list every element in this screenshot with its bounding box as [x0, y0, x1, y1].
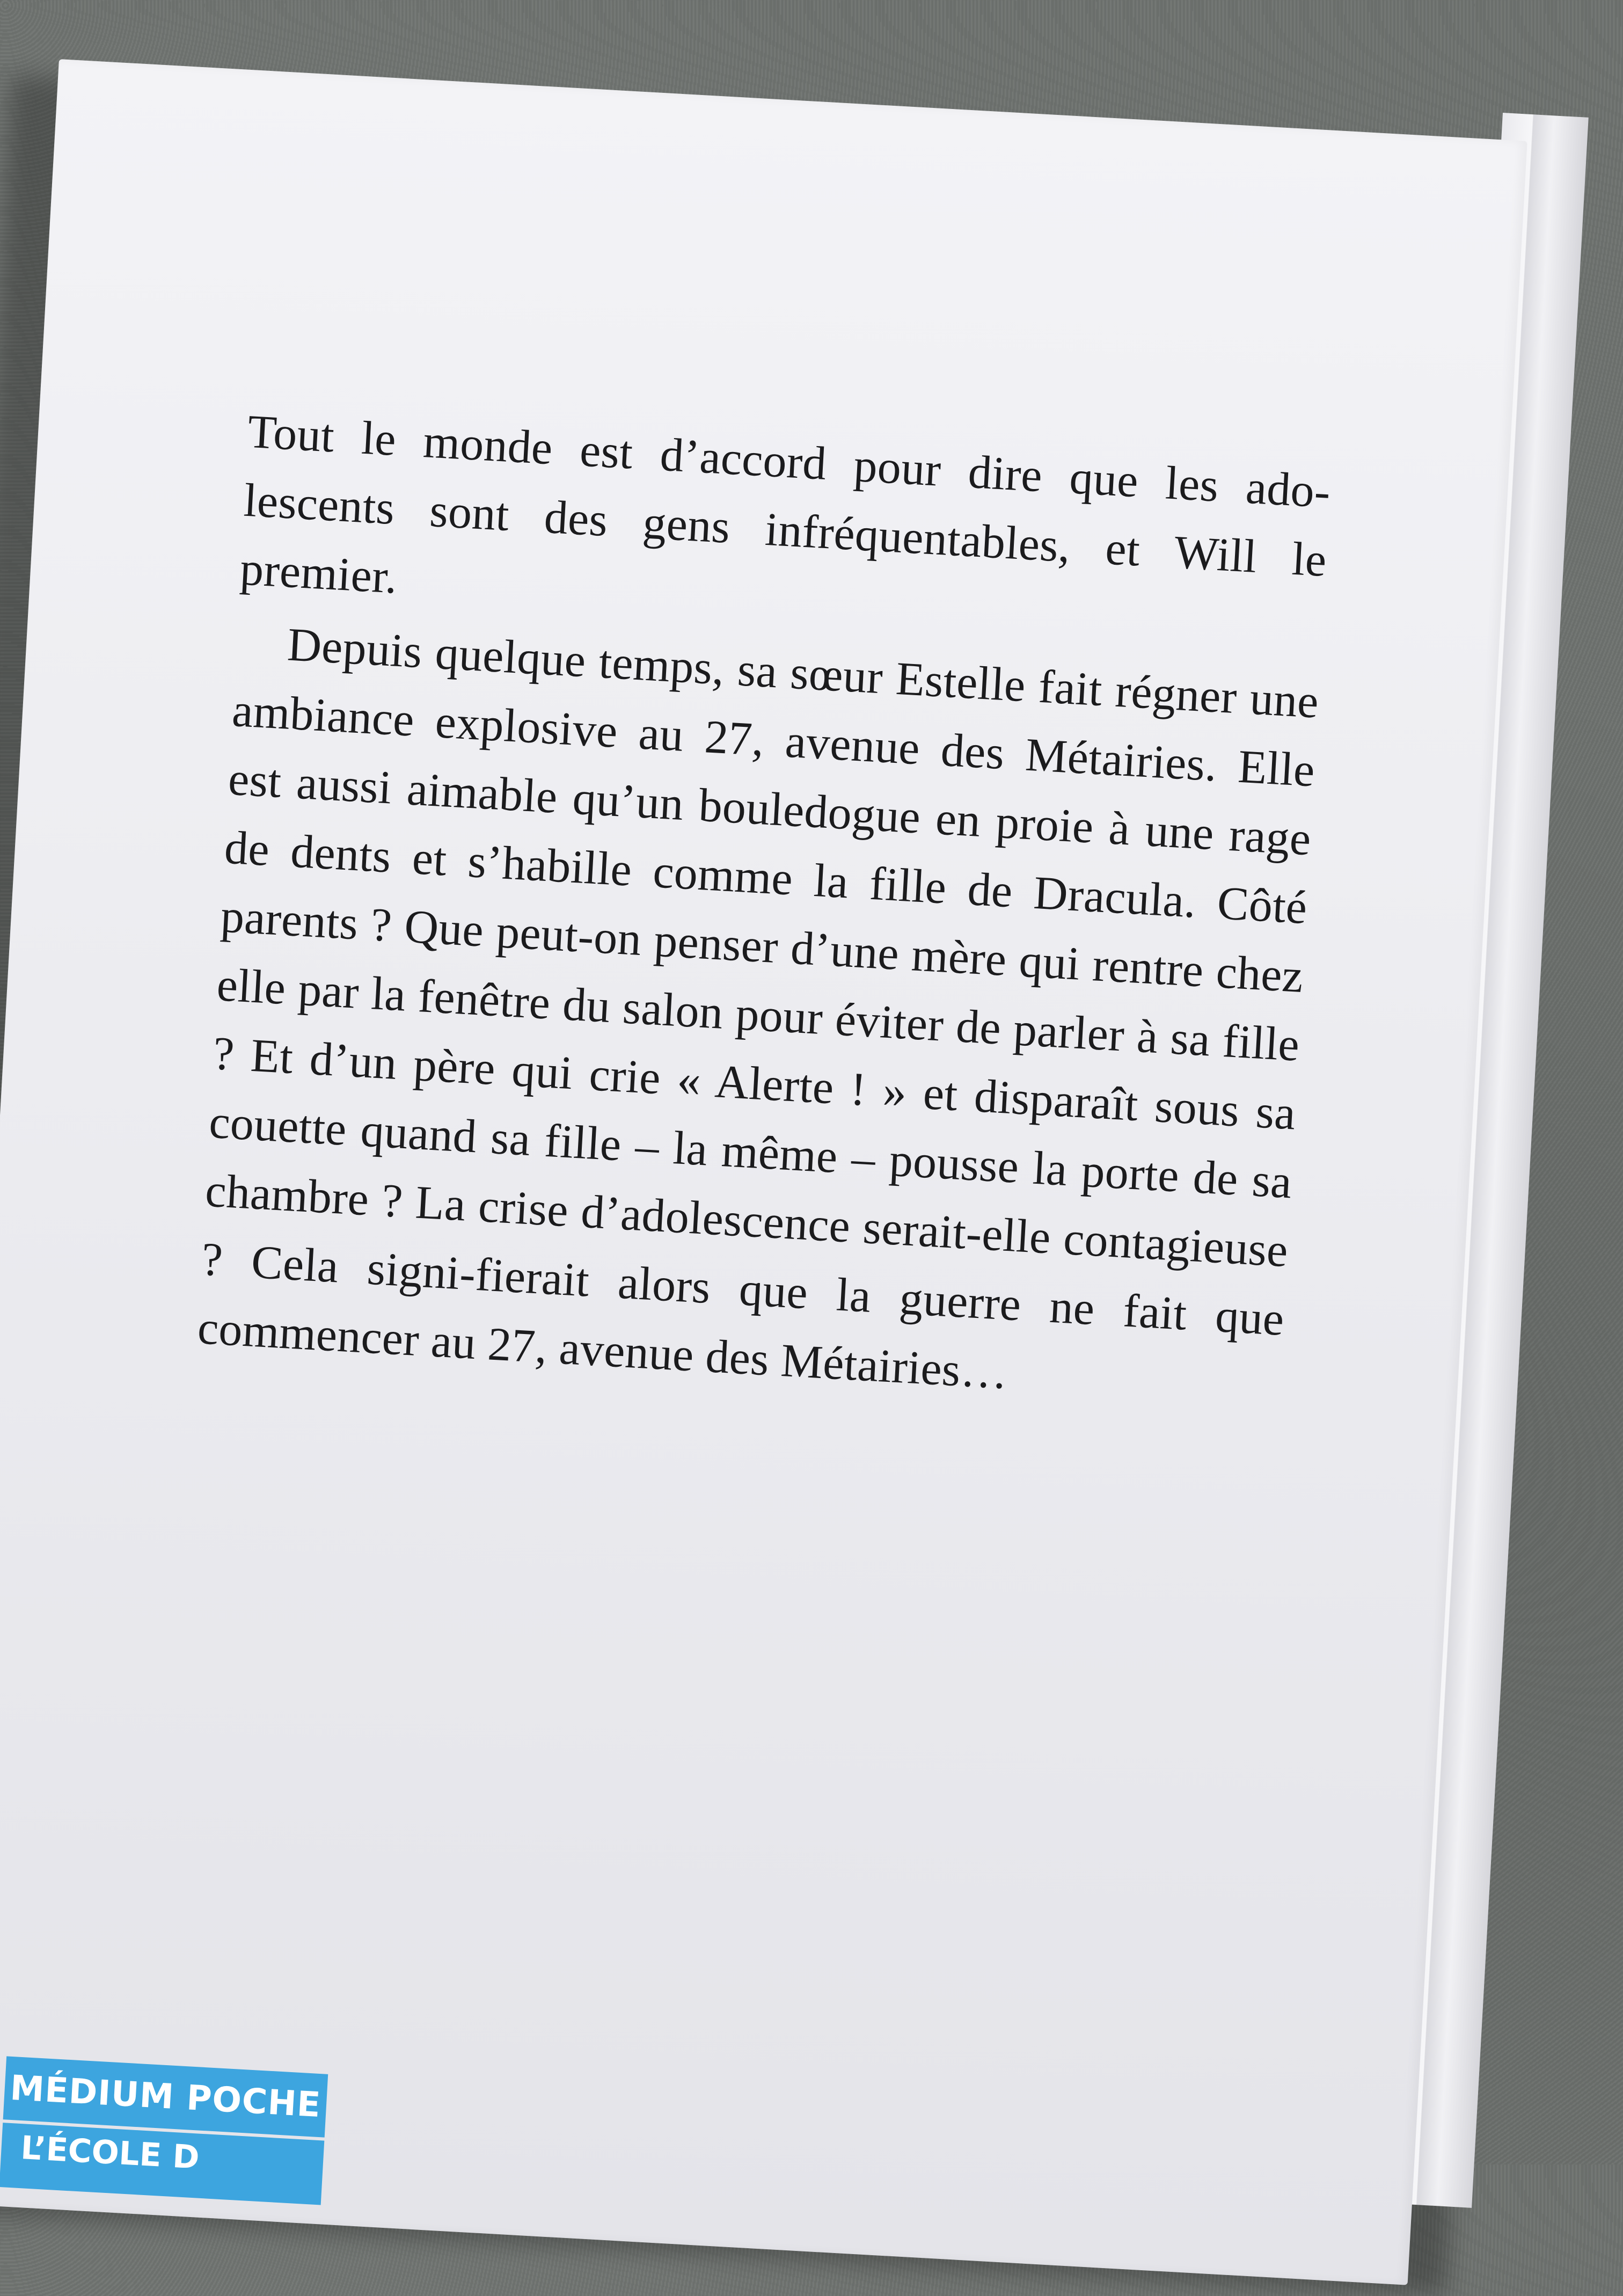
book-back-cover: [0, 59, 1527, 2285]
series-label: MÉDIUM POCHE: [3, 2056, 328, 2137]
back-cover-blurb: [195, 398, 1332, 1427]
publisher-label-partial: L’ÉCOLE D: [0, 2123, 324, 2205]
blurb-paragraph-1: Tout le monde est d’accord pour dire que les ado-lescents sont des gens infréquentables, et Will le premier.: [238, 405, 1332, 604]
series-badge: [0, 2056, 328, 2235]
blurb-paragraph-2: Depuis quelque temps, sa sœur Estelle fait régner une ambiance explosive au 27, avenue des Métairies. Elle est aussi aimable qu’un bouledogue en proie à une rage de dents et s’habille comme la fille de Dracula. Côté parents ? Que peut-on penser d’une mère qui rentre chez elle par la fenêtre du salon pour éviter de parler à sa fille ? Et d’un père qui crie « Alerte ! » et disparaît sous sa couette quand sa fille – la même – pousse la porte de sa chambre ? La crise d’adolescence serait-elle contagieuse ? Cela signi-fierait alors que la guerre ne fait que commencer au 27, avenue des Métairies…: [196, 618, 1320, 1400]
